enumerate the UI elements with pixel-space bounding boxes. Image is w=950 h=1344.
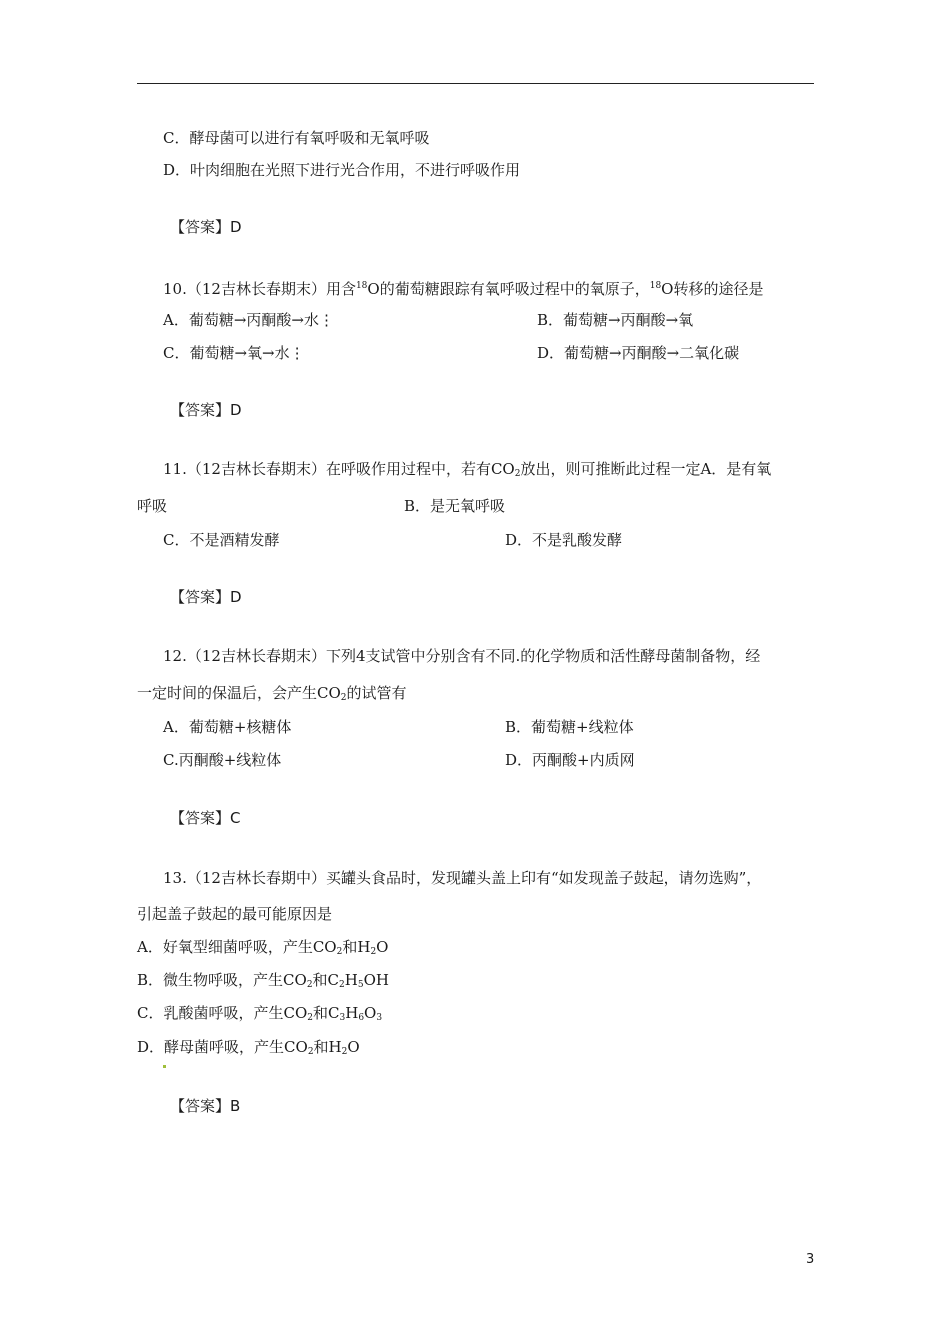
q12-stem-line2: 一定时间的保温后，会产生$CO_2$的试管有: [137, 684, 407, 703]
q13-option-a: A．好氧型细菌呼吸，产生$CO_2$和$H_2O$: [137, 938, 389, 957]
q13-stem-line1: 13.（12吉林长春期中）买罐头食品时，发现罐头盖上印有“如发现盖子鼓起，请勿选购”，: [163, 869, 762, 887]
q12-stem-line1: 12.（12吉林长春期末）下列4支试管中分别含有不同.的化学物质和活性酵母菌制备物，经: [163, 647, 761, 665]
q13-answer: 【答案】B: [170, 1097, 241, 1115]
q13-option-d: D．酵母菌呼吸，产生$CO_2$和$H_2O$: [137, 1038, 360, 1057]
q11-stem-line2: 呼吸: [137, 497, 168, 515]
q12-option-a: A．葡萄糖+核糖体: [163, 718, 292, 736]
prev-option-d: D．叶肉细胞在光照下进行光合作用，不进行呼吸作用: [163, 161, 521, 179]
header-rule: [137, 83, 814, 84]
q10-answer: 【答案】D: [170, 401, 242, 419]
q11-option-d: D．不是乳酸发酵: [505, 531, 623, 549]
q11-option-b: B．是无氧呼吸: [404, 497, 506, 515]
q10-option-b: B．葡萄糖→丙酮酸→氧: [537, 311, 694, 329]
q12-option-b: B．葡萄糖+线粒体: [505, 718, 634, 736]
q13-option-b: B．微生物呼吸，产生$CO_2$和$C_2H_5OH$: [137, 971, 389, 990]
stray-mark: [163, 1065, 166, 1068]
q10-option-a: A．葡萄糖→丙酮酸→水⋮: [163, 311, 334, 329]
prev-answer: 【答案】D: [170, 218, 242, 236]
q12-option-c: C.丙酮酸+线粒体: [163, 751, 282, 769]
prev-option-c: C．酵母菌可以进行有氧呼吸和无氧呼吸: [163, 129, 430, 147]
q13-option-c: C．乳酸菌呼吸，产生$CO_2$和$C_3H_6O_3$: [137, 1004, 383, 1023]
q11-stem-line1: 11.（12吉林长春期末）在呼吸作用过程中，若有$CO_2$放出，则可推断此过程一定A．是有氧: [163, 460, 772, 479]
q10-stem: 10.（12吉林长春期末）用含$^{18}$O的葡萄糖跟踪有氧呼吸过程中的氧原子，$^{18}$O转移的途径是: [163, 280, 764, 298]
q10-option-d: D．葡萄糖→丙酮酸→二氧化碳: [537, 344, 740, 362]
q11-option-c: C．不是酒精发酵: [163, 531, 280, 549]
q12-option-d: D．丙酮酸+内质网: [505, 751, 635, 769]
q10-option-c: C．葡萄糖→氧→水⋮: [163, 344, 305, 362]
q12-answer: 【答案】C: [170, 809, 241, 827]
page-number: 3: [806, 1252, 815, 1267]
q11-answer: 【答案】D: [170, 588, 242, 606]
q13-stem-line2: 引起盖子鼓起的最可能原因是: [137, 905, 333, 923]
